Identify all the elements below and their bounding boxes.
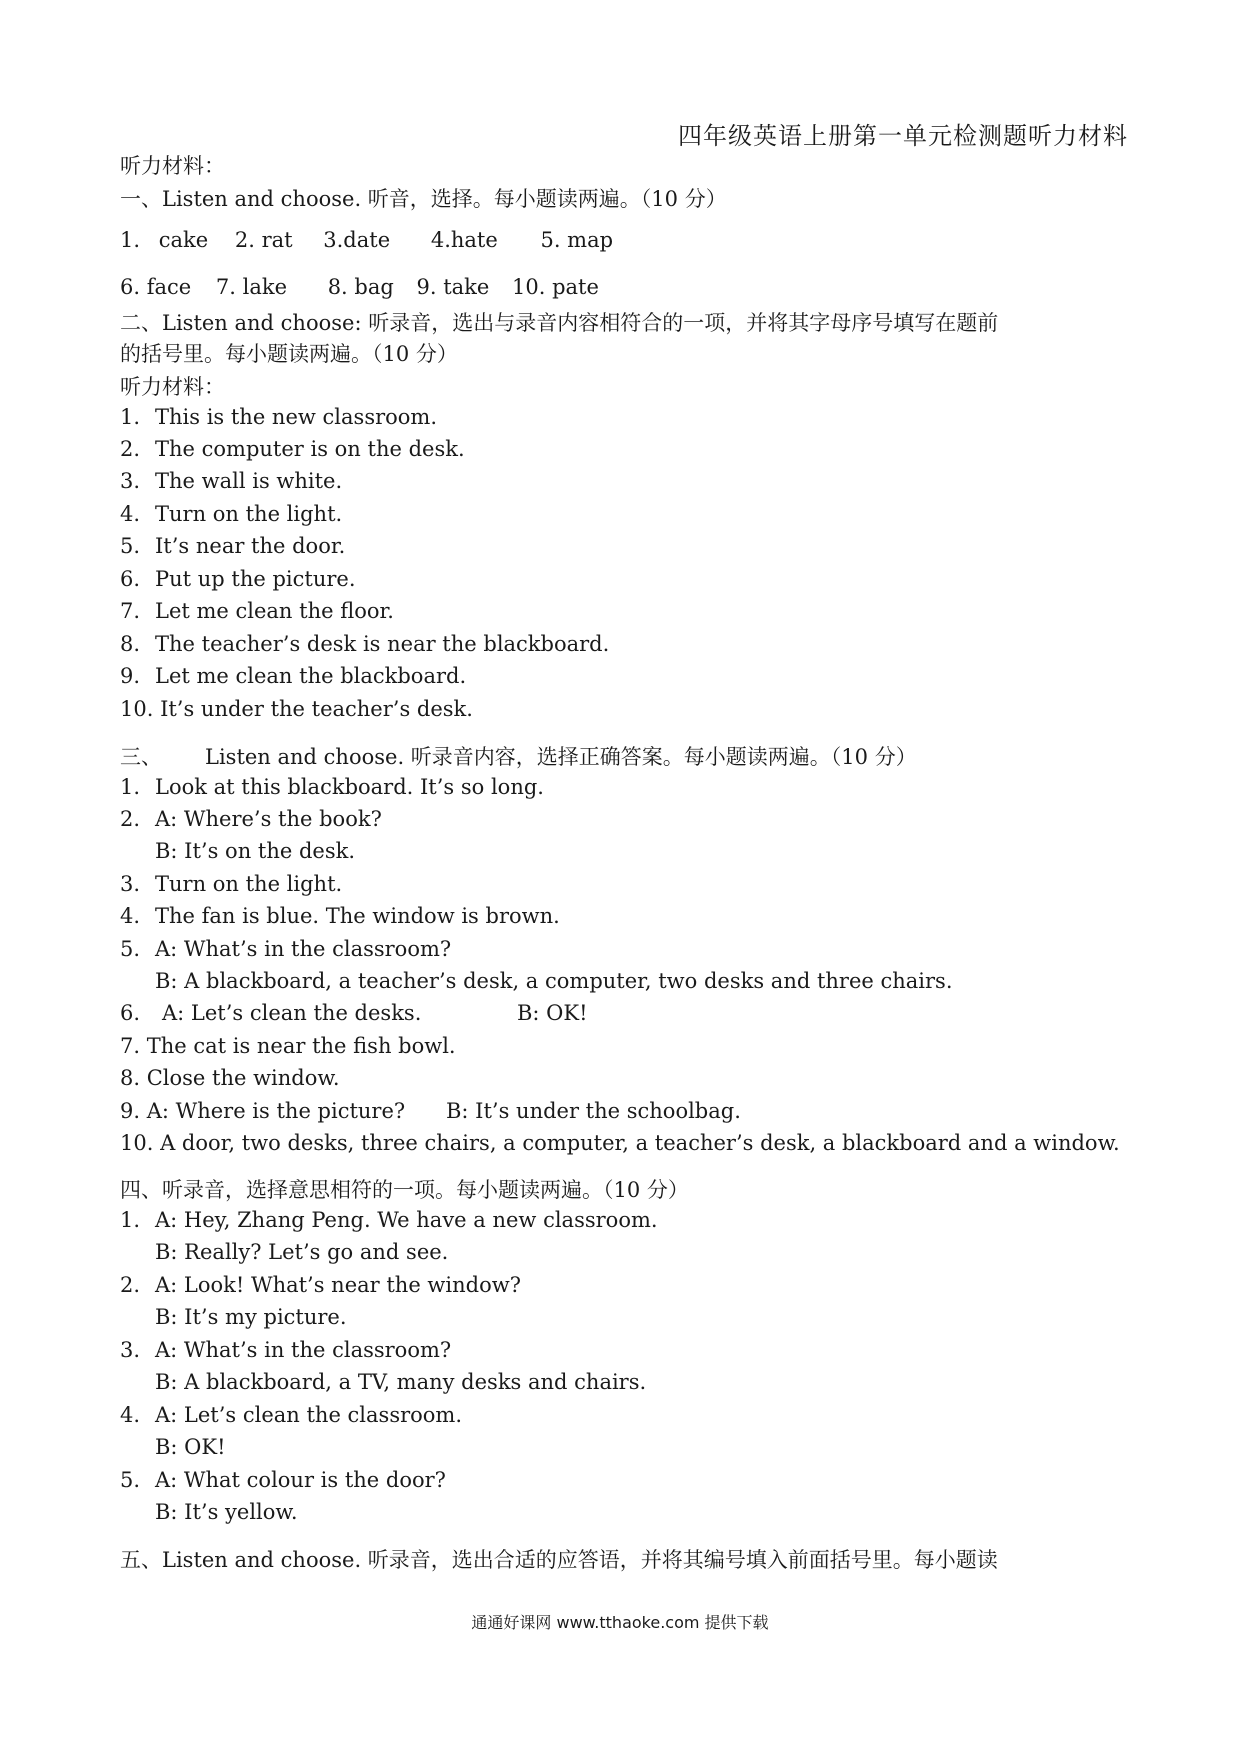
list-item: 3. A: What’s in the classroom? [120,1338,452,1362]
section1-word-row [120,275,599,299]
list-item: 10. It’s under the teacher’s desk. [120,697,473,721]
list-item: 4. The fan is blue. The window is brown. [120,904,560,928]
list-item: 5. A: What colour is the door? [120,1468,446,1492]
word: 8. bag [327,275,394,299]
intro-label: 听力材料： [120,154,225,178]
list-item: 1. Look at this blackboard. It’s so long. [120,775,544,799]
list-item-cont: B: A blackboard, a teacher’s desk, a computer, two desks and three chairs. [155,969,953,993]
document-title: 四年级英语上册第一单元检测题听力材料 [678,122,1128,150]
word: 7. lake [215,275,287,299]
list-item-reply: B: It’s under the schoolbag. [446,1099,741,1123]
list-item: 9. A: Where is the picture? [120,1099,406,1123]
list-item: 2. A: Where’s the book? [120,807,382,831]
section1-heading: 一、Listen and choose. 听音，选择。每小题读两遍。（10 分） [120,187,727,211]
word: 5. map [540,228,614,252]
word: 4.hate [430,228,498,252]
list-item-cont: B: It’s my picture. [155,1305,347,1329]
list-item: 7. Let me clean the floor. [120,599,394,623]
section4-heading: 四、听录音，选择意思相符的一项。每小题读两遍。（10 分） [120,1178,689,1202]
list-item-cont: B: It’s on the desk. [155,839,356,863]
footer-text: 通通好课网 www.tthaoke.com 提供下载 [471,1613,769,1632]
word: 6. face [120,275,192,299]
word: cake [158,228,209,252]
list-item-cont: B: A blackboard, a TV, many desks and chairs. [155,1370,647,1394]
list-item: 4. Turn on the light. [120,502,343,526]
list-item: 3. Turn on the light. [120,872,343,896]
list-item: 8. The teacher’s desk is near the blackboard. [120,632,610,656]
word: 10. pate [512,275,599,299]
list-item: 5. A: What’s in the classroom? [120,937,452,961]
list-item: 1. A: Hey, Zhang Peng. We have a new classroom. [120,1208,658,1232]
section3-heading: 三、 Listen and choose. 听录音内容，选择正确答案。每小题读两遍。（10 分） [120,745,917,769]
list-item-cont: B: OK! [155,1435,226,1459]
list-item: 2. The computer is on the desk. [120,437,465,461]
word: 3.date [323,228,391,252]
list-item-reply: B: OK! [517,1001,588,1025]
list-item: 6. Put up the picture. [120,567,356,591]
section2-sub-label: 听力材料： [120,375,225,399]
list-item: 9. Let me clean the blackboard. [120,664,467,688]
list-item-cont: B: It’s yellow. [155,1500,298,1524]
section2-heading: 二、Listen and choose: 听录音，选出与录音内容相符合的一项，并将其字母序号填写在题前 [120,311,999,335]
list-item-cont: B: Really? Let’s go and see. [155,1240,449,1264]
list-item: 3. The wall is white. [120,469,343,493]
list-item: 8. Close the window. [120,1066,340,1090]
section2-heading-cont: 的括号里。每小题读两遍。（10 分） [120,342,458,366]
list-item: 5. It’s near the door. [120,534,346,558]
list-item: 10. A door, two desks, three chairs, a computer, a teacher’s desk, a blackboard and a window. [120,1131,1120,1155]
list-item: 7. The cat is near the fish bowl. [120,1034,456,1058]
section1-word-row [120,228,613,252]
word: 9. take [416,275,490,299]
list-item: 2. A: Look! What’s near the window? [120,1273,521,1297]
word: 1. [120,228,141,252]
list-item: 1. This is the new classroom. [120,405,438,429]
list-item: 6. A: Let’s clean the desks. [120,1001,422,1025]
section5-heading: 五、Listen and choose. 听录音，选出合适的应答语，并将其编号填入前面括号里。每小题读 [120,1548,998,1572]
list-item: 4. A: Let’s clean the classroom. [120,1403,463,1427]
word: 2. rat [234,228,293,252]
